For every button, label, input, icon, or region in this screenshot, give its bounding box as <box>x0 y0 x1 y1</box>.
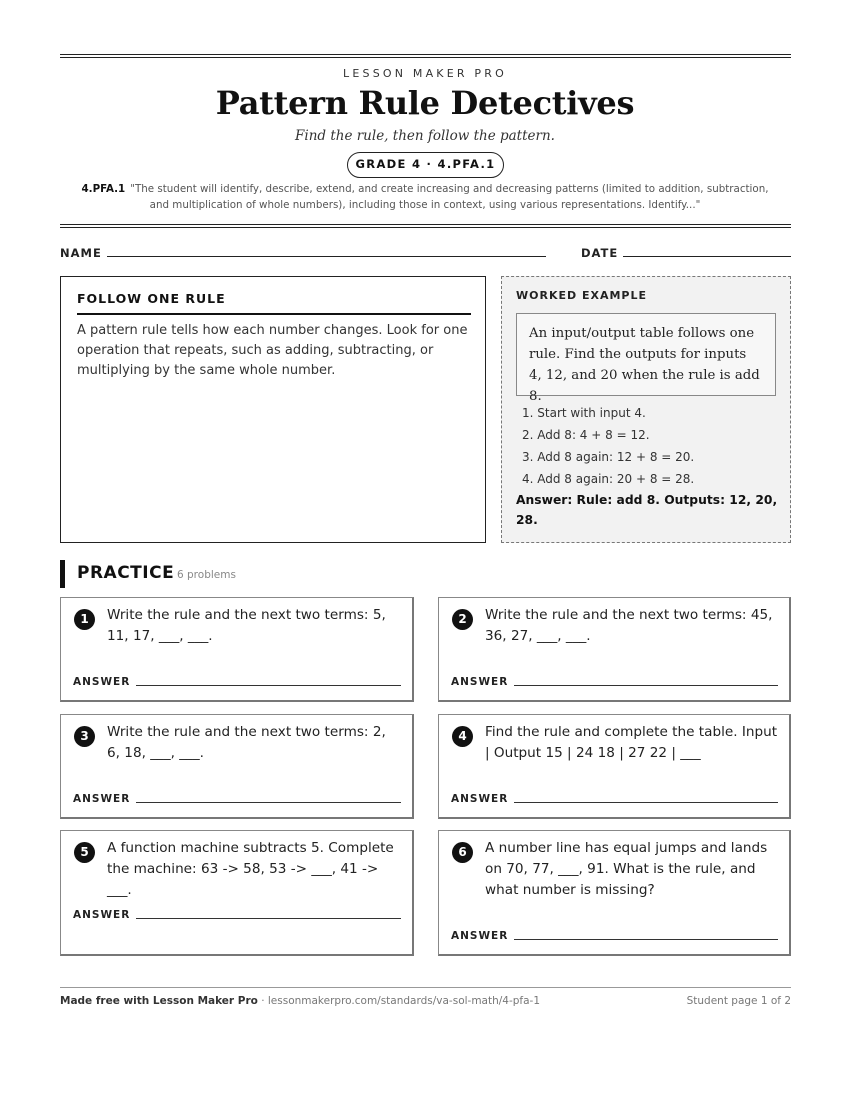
problem-card <box>438 830 791 956</box>
problem-card <box>60 830 414 956</box>
brand-name: LESSON MAKER PRO <box>343 67 507 80</box>
worked-example-prompt: An input/output table follows one rule. Find the outputs for inputs 4, 12, and 20 when the rule is add 8. <box>516 313 776 396</box>
worked-example-box <box>501 276 791 543</box>
section-accent-bar <box>60 560 65 588</box>
footer-url[interactable]: · lessonmakerpro.com/standards/va-sol-math/4-pfa-1 <box>257 995 541 1007</box>
concept-body: A pattern rule tells how each number changes. Look for one operation that repeats, such as adding, subtracting, or multiplying by the same whole number. <box>77 323 468 378</box>
date-label: DATE <box>581 246 619 260</box>
problem-text: Find the rule and complete the table. Input | Output 15 | 24 18 | 27 22 | ___ <box>485 724 778 761</box>
answer-line[interactable] <box>514 939 778 940</box>
problem-text: A function machine subtracts 5. Complete the machine: 63 -> 58, 53 -> ___, 41 -> ___. <box>107 840 394 898</box>
problem-number: 6 <box>452 842 473 863</box>
worked-example-steps <box>522 402 784 490</box>
practice-title: PRACTICE <box>77 563 175 583</box>
standard-description <box>78 181 772 213</box>
answer-label: ANSWER <box>451 793 509 805</box>
answer-line[interactable] <box>136 685 401 686</box>
answer-label: ANSWER <box>451 930 509 942</box>
problem-number: 2 <box>452 609 473 630</box>
problem-text: A number line has equal jumps and lands on 70, 77, ___, 91. What is the rule, and what number is missing? <box>485 840 768 898</box>
header-top-rule <box>60 54 791 58</box>
worked-example-answer: Answer: Rule: add 8. Outputs: 12, 20, 28. <box>516 493 778 527</box>
name-field[interactable] <box>107 256 546 257</box>
problem-number: 4 <box>452 726 473 747</box>
answer-label: ANSWER <box>73 676 131 688</box>
footer-credit <box>60 995 540 1007</box>
problem-card <box>60 597 414 702</box>
standard-code: 4.PFA.1 <box>81 183 126 195</box>
problem-number: 5 <box>74 842 95 863</box>
worked-example-step: 1. Start with input 4. <box>522 406 646 420</box>
date-field[interactable] <box>623 256 791 257</box>
problem-text: Write the rule and the next two terms: 5, 11, 17, ___, ___. <box>107 607 386 644</box>
header-bottom-rule <box>60 224 791 228</box>
footer-made-with: Made free with Lesson Maker Pro <box>60 995 258 1007</box>
answer-line[interactable] <box>514 802 778 803</box>
standard-text: "The student will identify, describe, extend, and create increasing and decreasing patterns (limited to addition, subtraction, and multiplication of whole numbers), including those in context, using various representations. Identify..." <box>130 183 769 211</box>
concept-box <box>60 276 486 543</box>
problem-text: Write the rule and the next two terms: 45, 36, 27, ___, ___. <box>485 607 773 644</box>
footer-rule <box>60 987 791 988</box>
problem-text: Write the rule and the next two terms: 2, 6, 18, ___, ___. <box>107 724 386 761</box>
worked-example-step: 2. Add 8: 4 + 8 = 12. <box>522 428 650 442</box>
problem-number: 1 <box>74 609 95 630</box>
answer-line[interactable] <box>136 802 401 803</box>
answer-label: ANSWER <box>451 676 509 688</box>
problem-count: 6 problems <box>177 569 236 581</box>
problem-card <box>60 714 414 819</box>
concept-heading: FOLLOW ONE RULE <box>77 291 226 306</box>
worked-example-step: 3. Add 8 again: 12 + 8 = 20. <box>522 450 695 464</box>
concept-heading-underline <box>77 313 471 315</box>
name-label: NAME <box>60 246 102 260</box>
answer-label: ANSWER <box>73 909 131 921</box>
problem-card <box>438 714 791 819</box>
worked-example-step: 4. Add 8 again: 20 + 8 = 28. <box>522 472 695 486</box>
problem-card <box>438 597 791 702</box>
answer-label: ANSWER <box>73 793 131 805</box>
page-subtitle: Find the rule, then follow the pattern. <box>295 128 555 144</box>
worked-example-heading: WORKED EXAMPLE <box>516 289 647 302</box>
answer-line[interactable] <box>514 685 778 686</box>
problem-number: 3 <box>74 726 95 747</box>
footer-page-number: Student page 1 of 2 <box>686 995 791 1007</box>
page-title: Pattern Rule Detectives <box>215 84 635 122</box>
grade-badge: GRADE 4 · 4.PFA.1 <box>347 152 504 178</box>
answer-line[interactable] <box>136 918 401 919</box>
